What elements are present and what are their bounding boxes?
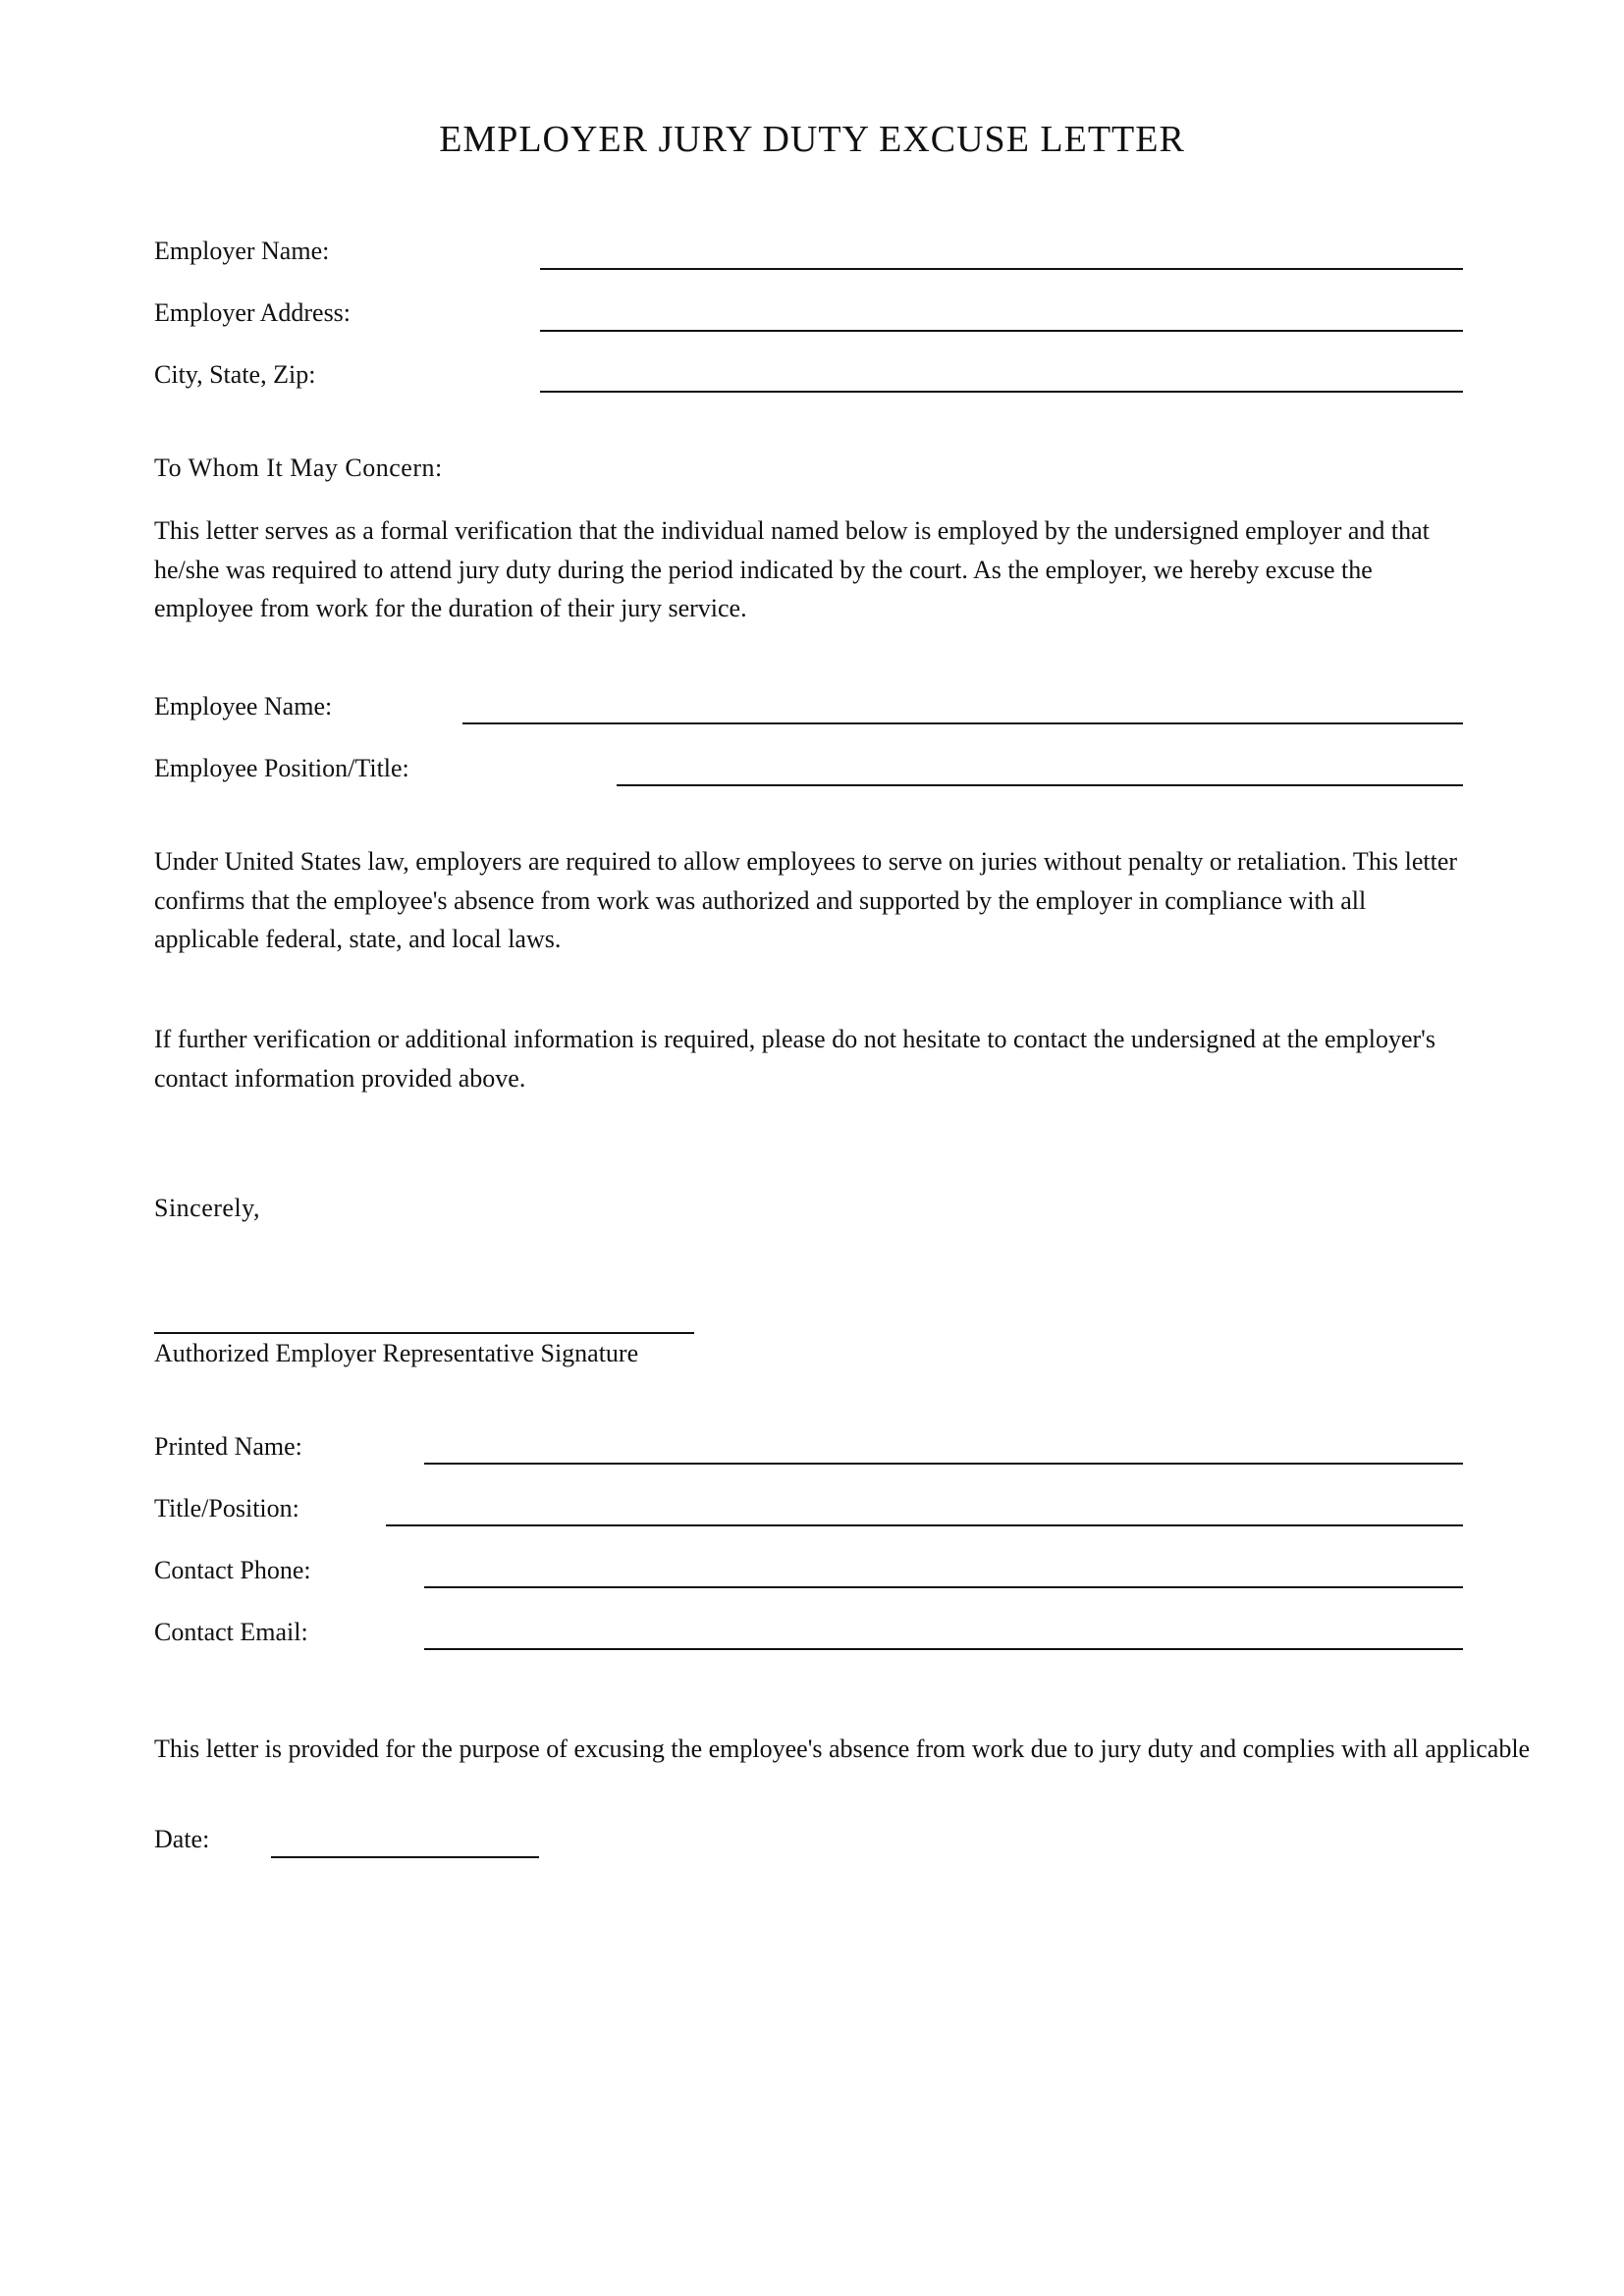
printed-name-label: Printed Name: — [154, 1432, 302, 1461]
employer-address-label: Employer Address: — [154, 298, 352, 327]
verification-paragraph: This letter serves as a formal verification that the individual named below is employed by the undersigned employer and that he/she was required to attend jury duty during the period indicated by the court. As the employer, we hereby excuse the employee from work for the duration of their jury service. — [154, 516, 1430, 622]
city-state-zip-field[interactable] — [540, 391, 1463, 393]
date-label: Date: — [154, 1825, 210, 1853]
footer-statement: This letter is provided for the purpose of excusing the employee's absence from work due to jury duty and complies with all applicable — [154, 1735, 1531, 1763]
title-position-label: Title/Position: — [154, 1494, 299, 1522]
contact-email-field[interactable] — [424, 1648, 1463, 1650]
title-position-field[interactable] — [386, 1524, 1463, 1526]
employer-name-label: Employer Name: — [154, 237, 330, 265]
employee-name-label: Employee Name: — [154, 692, 333, 721]
signature-line[interactable] — [154, 1332, 694, 1334]
employee-position-field[interactable] — [617, 784, 1463, 786]
document-title: EMPLOYER JURY DUTY EXCUSE LETTER — [439, 119, 1185, 160]
employer-name-field[interactable] — [540, 268, 1463, 270]
employee-name-field[interactable] — [462, 722, 1463, 724]
employer-address-field[interactable] — [540, 330, 1463, 332]
date-field[interactable] — [271, 1856, 539, 1858]
employee-position-label: Employee Position/Title: — [154, 754, 409, 782]
contact-phone-field[interactable] — [424, 1586, 1463, 1588]
contact-email-label: Contact Email: — [154, 1618, 308, 1646]
city-state-zip-label: City, State, Zip: — [154, 360, 316, 389]
legal-paragraph: Under United States law, employers are required to allow employees to serve on juries without penalty or retaliation. This letter confirms that the employee's absence from work was authorized and supported by the employer in compliance with all applicable federal, state, and local laws. — [154, 847, 1458, 953]
contact-phone-label: Contact Phone: — [154, 1556, 311, 1584]
salutation: To Whom It May Concern: — [154, 454, 443, 482]
signature-label: Authorized Employer Representative Signature — [154, 1339, 639, 1367]
closing: Sincerely, — [154, 1194, 260, 1222]
printed-name-field[interactable] — [424, 1463, 1463, 1465]
contact-paragraph: If further verification or additional information is required, please do not hesitate to contact the undersigned at the employer's contact information provided above. — [154, 1025, 1435, 1093]
